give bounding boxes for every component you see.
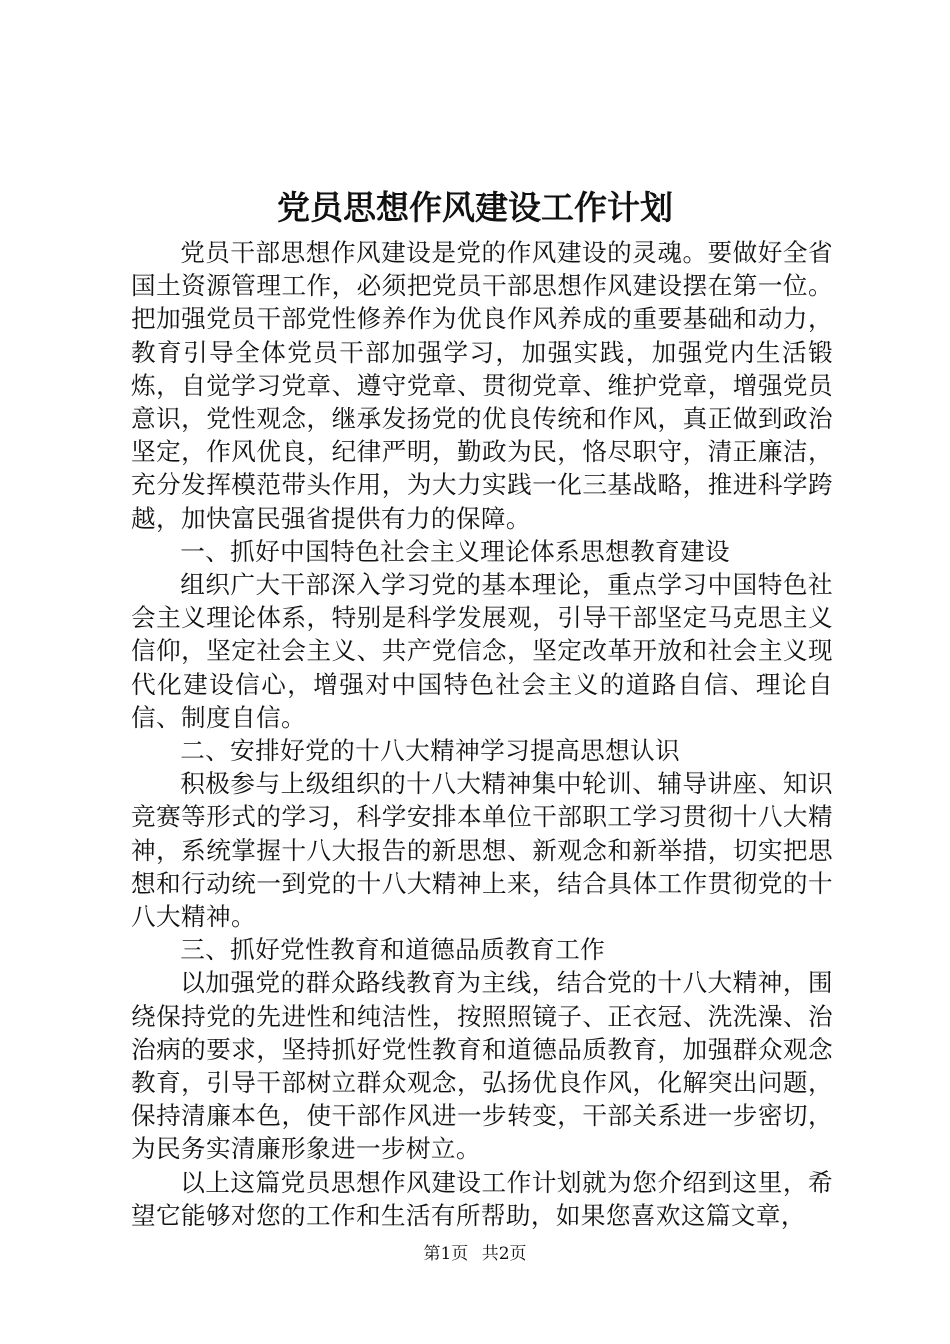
paragraph-section-1: 组织广大干部深入学习党的基本理论，重点学习中国特色社会主义理论体系，特别是科学发展观，引导干部坚定马克思主义信仰，坚定社会主义、共产党信念，坚定改革开放和社会主义现代化建设信心，增强对中国特色社会主义的道路自信、理论自信、制度自信。 (131, 570, 833, 732)
page-number-current: 第1页 (423, 1244, 469, 1264)
page-footer (0, 1242, 950, 1266)
section-heading-3: 三、抓好党性教育和道德品质教育工作 (180, 935, 606, 965)
section-heading-2: 二、安排好党的十八大精神学习提高思想认识 (180, 736, 681, 766)
paragraph-section-3: 以加强党的群众路线教育为主线，结合党的十八大精神，围绕保持党的先进性和纯洁性，按照照镜子、正衣冠、洗洗澡、治治病的要求，坚持抓好党性教育和道德品质教育，加强群众观念教育，引导干部树立群众观念，弘扬优良作风，化解突出问题，保持清廉本色，使干部作风进一步转变，干部关系进一步密切，为民务实清廉形象进一步树立。 (131, 968, 833, 1164)
paragraph-closing: 以上这篇党员思想作风建设工作计划就为您介绍到这里，希望它能够对您的工作和生活有所帮助，如果您喜欢这篇文章， (131, 1167, 833, 1230)
paragraph-section-2: 积极参与上级组织的十八大精神集中轮训、辅导讲座、知识竞赛等形式的学习，科学安排本单位干部职工学习贯彻十八大精神，系统掌握十八大报告的新思想、新观念和新举措，切实把思想和行动统一到党的十八大精神上来，结合具体工作贯彻党的十八大精神。 (131, 769, 833, 932)
section-heading-1: 一、抓好中国特色社会主义理论体系思想教育建设 (180, 536, 731, 566)
paragraph-intro: 党员干部思想作风建设是党的作风建设的灵魂。要做好全省国土资源管理工作，必须把党员干部思想作风建设摆在第一位。把加强党员干部党性修养作为优良作风养成的重要基础和动力，教育引导全体党员干部加强学习，加强实践，加强党内生活锻炼，自觉学习党章、遵守党章、贯彻党章、维护党章，增强党员意识，党性观念，继承发扬党的优良传统和作风，真正做到政治坚定，作风优良，纪律严明，勤政为民，恪尽职守，清正廉洁，充分发挥模范带头作用，为大力实践一化三基战略，推进科学跨越，加快富民强省提供有力的保障。 (131, 238, 833, 533)
document-title: 党员思想作风建设工作计划 (277, 188, 673, 227)
document-body (131, 236, 833, 1232)
page-number-total: 共2页 (481, 1244, 527, 1264)
